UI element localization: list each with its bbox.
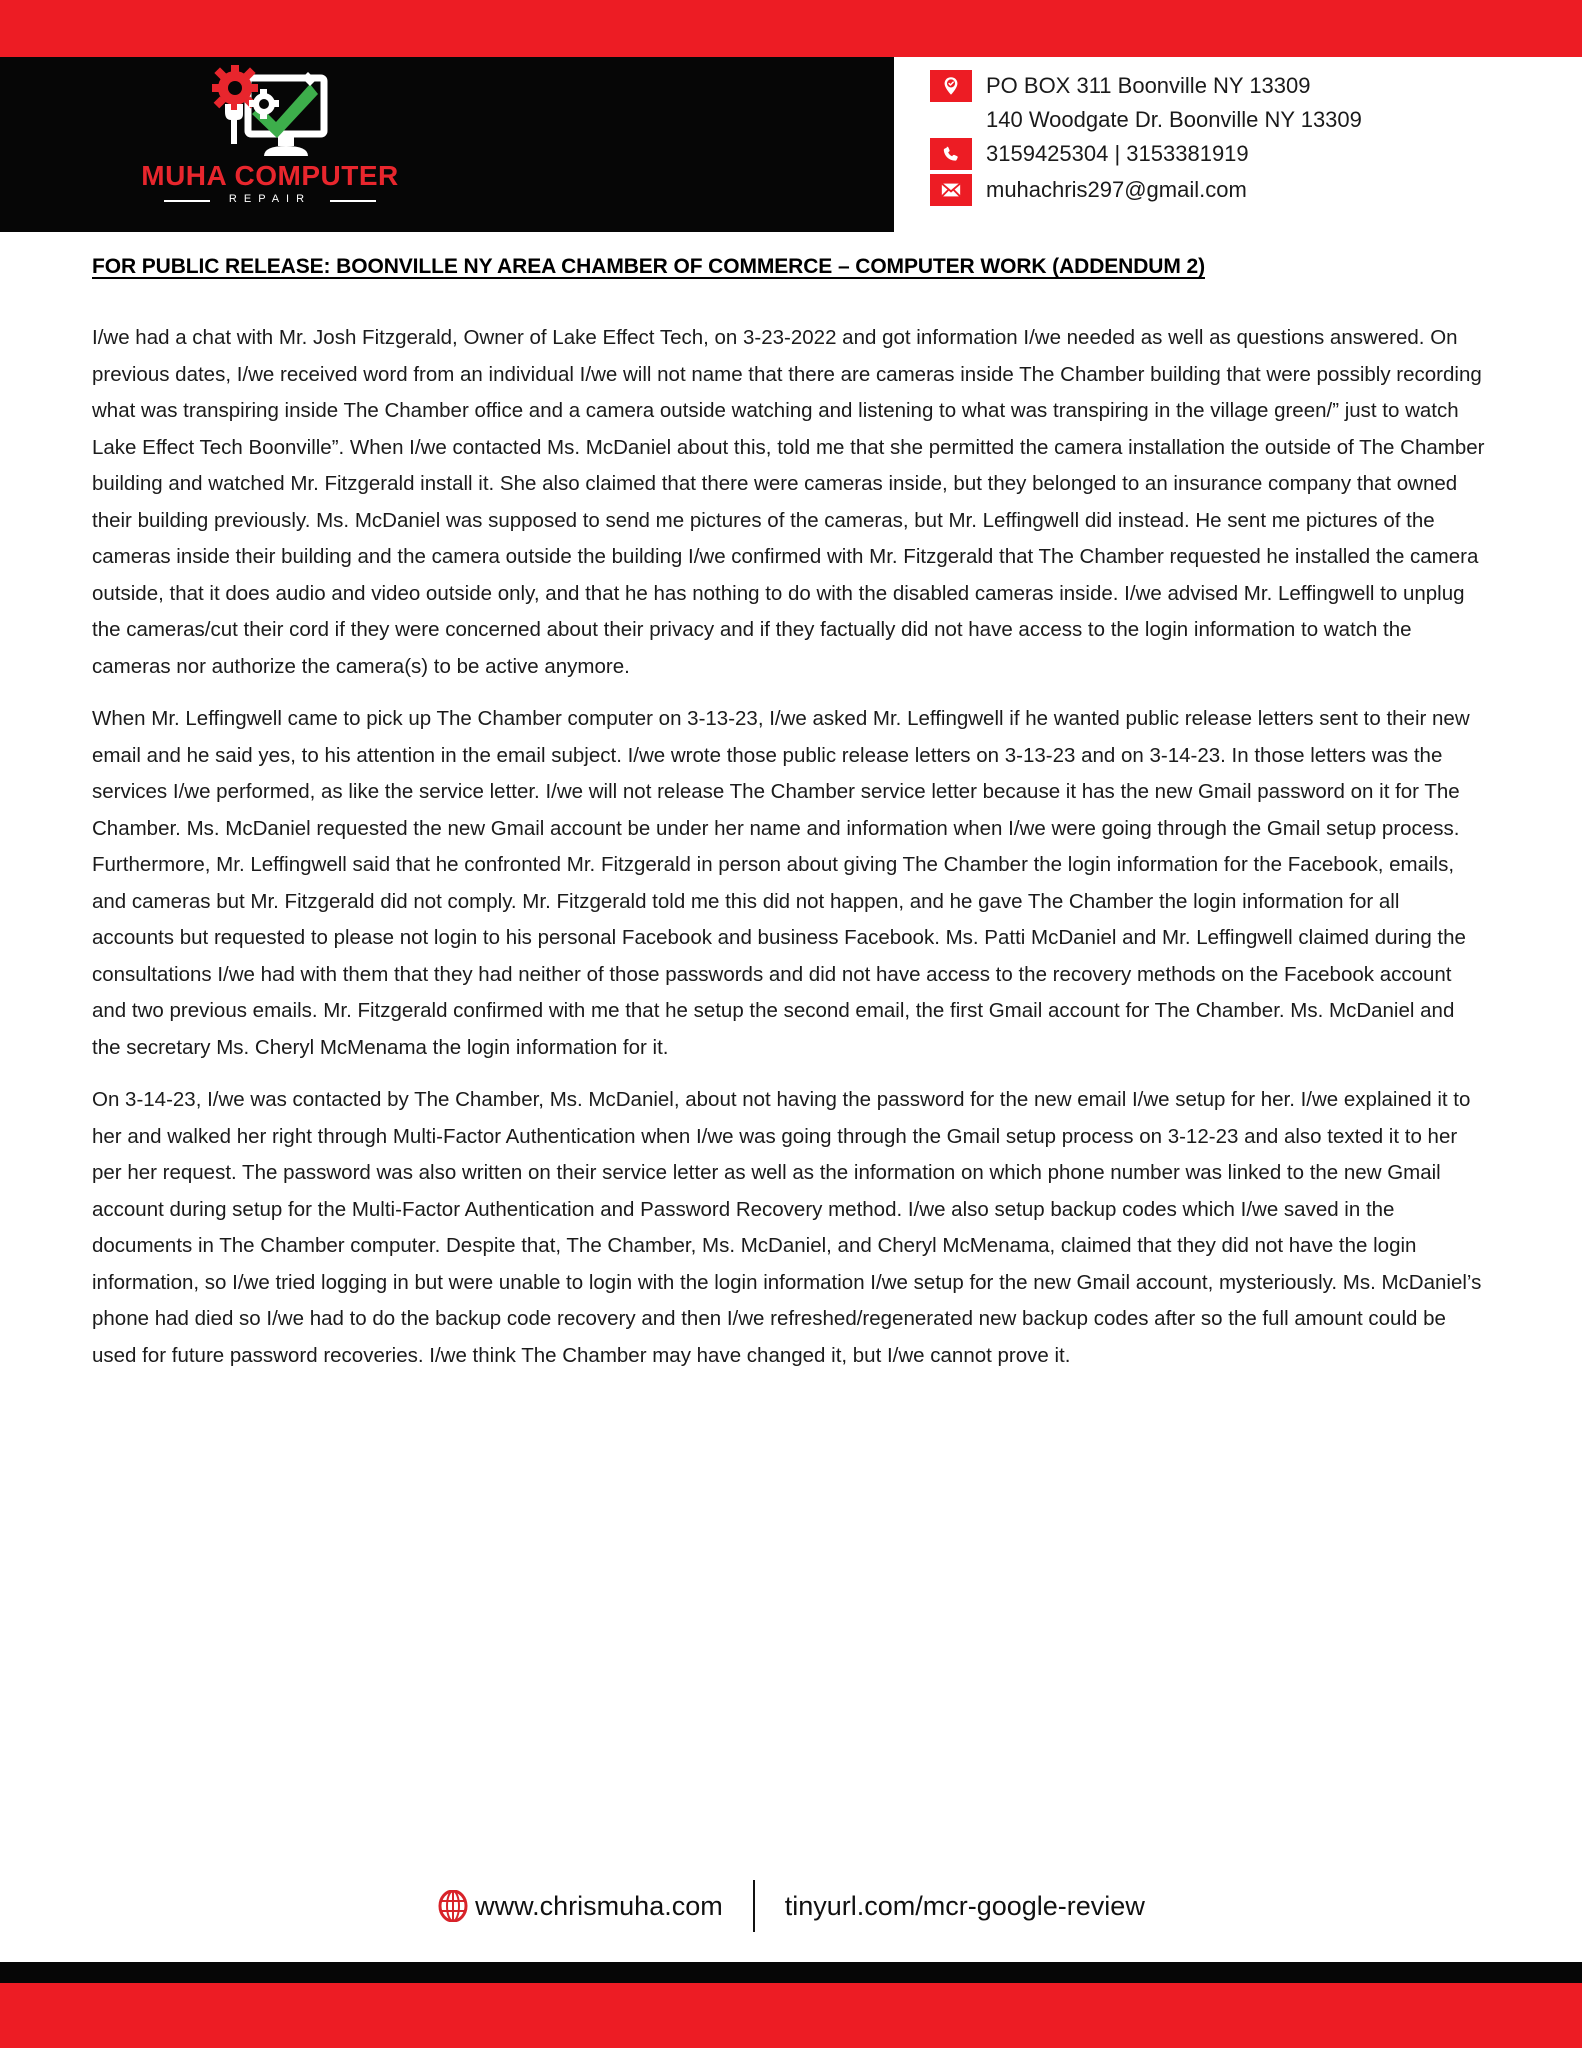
footer-website-text: www.chrismuha.com [475,1890,723,1921]
footer-website[interactable] [437,1890,723,1922]
company-logo [130,60,410,230]
contact-row-phone [930,136,1570,172]
paragraph-3: On 3-14-23, I/we was contacted by The Chamber, Ms. McDaniel, about not having the password for the new email I/we setup for her. I/we explained it to her and walked her right through Multi-Factor Authentication when I/we was going through the Gmail setup process on 3-12-23 and also texted it to her per her request. The password was also written on their service letter as well as the information on which phone number was linked to the new Gmail account during setup for the Multi-Factor Authentication and Password Recovery method. I/we also setup backup codes which I/we saved in the documents in The Chamber computer. Despite that, The Chamber, Ms. McDaniel, and Cheryl McMenama, claimed that they did not have the login information, so I/we tried logging in but were unable to login with the login information I/we setup for the new Gmail account, mysteriously. Ms. McDaniel’s phone had died so I/we had to do the backup code recovery and then I/we refreshed/regenerated new backup codes after so the full amount could be used for future password recoveries. I/we think The Chamber may have changed it, but I/we cannot prove it. [92,1088,1482,1367]
header-contact-list [930,68,1570,208]
header-top-red-bar [0,0,1582,57]
paragraph-2: When Mr. Leffingwell came to pick up The Chamber computer on 3-13-23, I/we asked Mr. Leffingwell if he wanted public release letters sent to their new email and he said yes, to his attention in the email subject. I/we wrote those public release letters on 3-13-23 and on 3-14-23. In those letters was the services I/we performed, as like the service letter. I/we will not release The Chamber service letter because it has the new Gmail password on it for The Chamber. Ms. McDaniel requested the new Gmail account be under her name and information when I/we were going through the Gmail setup process. Furthermore, Mr. Leffingwell said that he confronted Mr. Fitzgerald in person about giving The Chamber the login information for the Facebook, emails, and cameras but Mr. Fitzgerald did not comply. Mr. Fitzgerald told me this did not happen, and he gave The Chamber the login information for all accounts but requested to please not login to his personal Facebook and business Facebook. Ms. Patti McDaniel and Mr. Leffingwell claimed during the consultations I/we had with them that they had neither of those passwords and did not have access to the recovery methods on the Facebook account and two previous emails. Mr. Fitzgerald confirmed with me that he setup the second email, the first Gmail account for The Chamber. Ms. McDaniel and the secretary Ms. Cheryl McMenama the login information for it. [92,707,1470,1059]
footer [0,1880,1582,1932]
footer-red-bar [0,1983,1582,2048]
envelope-icon [930,174,972,206]
contact-text-email: muhachris297@gmail.com [986,176,1247,202]
contact-text-pobox: PO BOX 311 Boonville NY 13309 [986,72,1311,98]
phone-icon [930,138,972,170]
location-pin-icon [930,70,972,102]
contact-text-phone: 3159425304 | 3153381919 [986,140,1249,166]
globe-icon [437,1890,469,1922]
logo-monitor-icon [190,60,350,168]
footer-review-link[interactable]: tinyurl.com/mcr-google-review [784,1890,1145,1921]
document-body [92,320,1487,1390]
contact-row-address-street [930,104,1570,136]
contact-row-address-pobox [930,68,1570,104]
paragraph-1: I/we had a chat with Mr. Josh Fitzgerald, Owner of Lake Effect Tech, on 3-23-2022 and got information I/we needed as well as questions answered. On previous dates, I/we received word from an individual I/we will not name that there are cameras inside The Chamber building that were possibly recording what was transpiring inside The Chamber office and a camera outside watching and listening to what was transpiring in the village green/” just to watch Lake Effect Tech Boonville”. When I/we contacted Ms. McDaniel about this, told me that she permitted the camera installation the outside of The Chamber building and watched Mr. Fitzgerald install it. She also claimed that there were cameras inside, but they belonged to an insurance company that owned their building previously. Ms. McDaniel was supposed to send me pictures of the cameras, but Mr. Leffingwell did instead. He sent me pictures of the cameras inside their building and the camera outside the building I/we confirmed with Mr. Fitzgerald that The Chamber requested he installed the camera outside, that it does audio and video outside only, and that he has nothing to do with the disabled cameras inside. I/we advised Mr. Leffingwell to unplug the cameras/cut their cord if they were concerned about their privacy and if they factually did not have access to the login information to watch the cameras nor authorize the camera(s) to be active anymore. [92,326,1485,678]
contact-text-street: 140 Woodgate Dr. Boonville NY 13309 [986,106,1362,132]
icon-placeholder [930,104,972,136]
footer-divider [753,1880,755,1932]
logo-tagline: REPAIR [228,193,312,205]
footer-black-bar [0,1962,1582,1983]
logo-rule-right [330,200,376,202]
contact-row-email [930,172,1570,208]
logo-company-name: MUHA COMPUTER [141,160,399,191]
page-title: FOR PUBLIC RELEASE: BOONVILLE NY AREA CHAMBER OF COMMERCE – COMPUTER WORK (ADDENDUM 2) [92,255,1205,278]
